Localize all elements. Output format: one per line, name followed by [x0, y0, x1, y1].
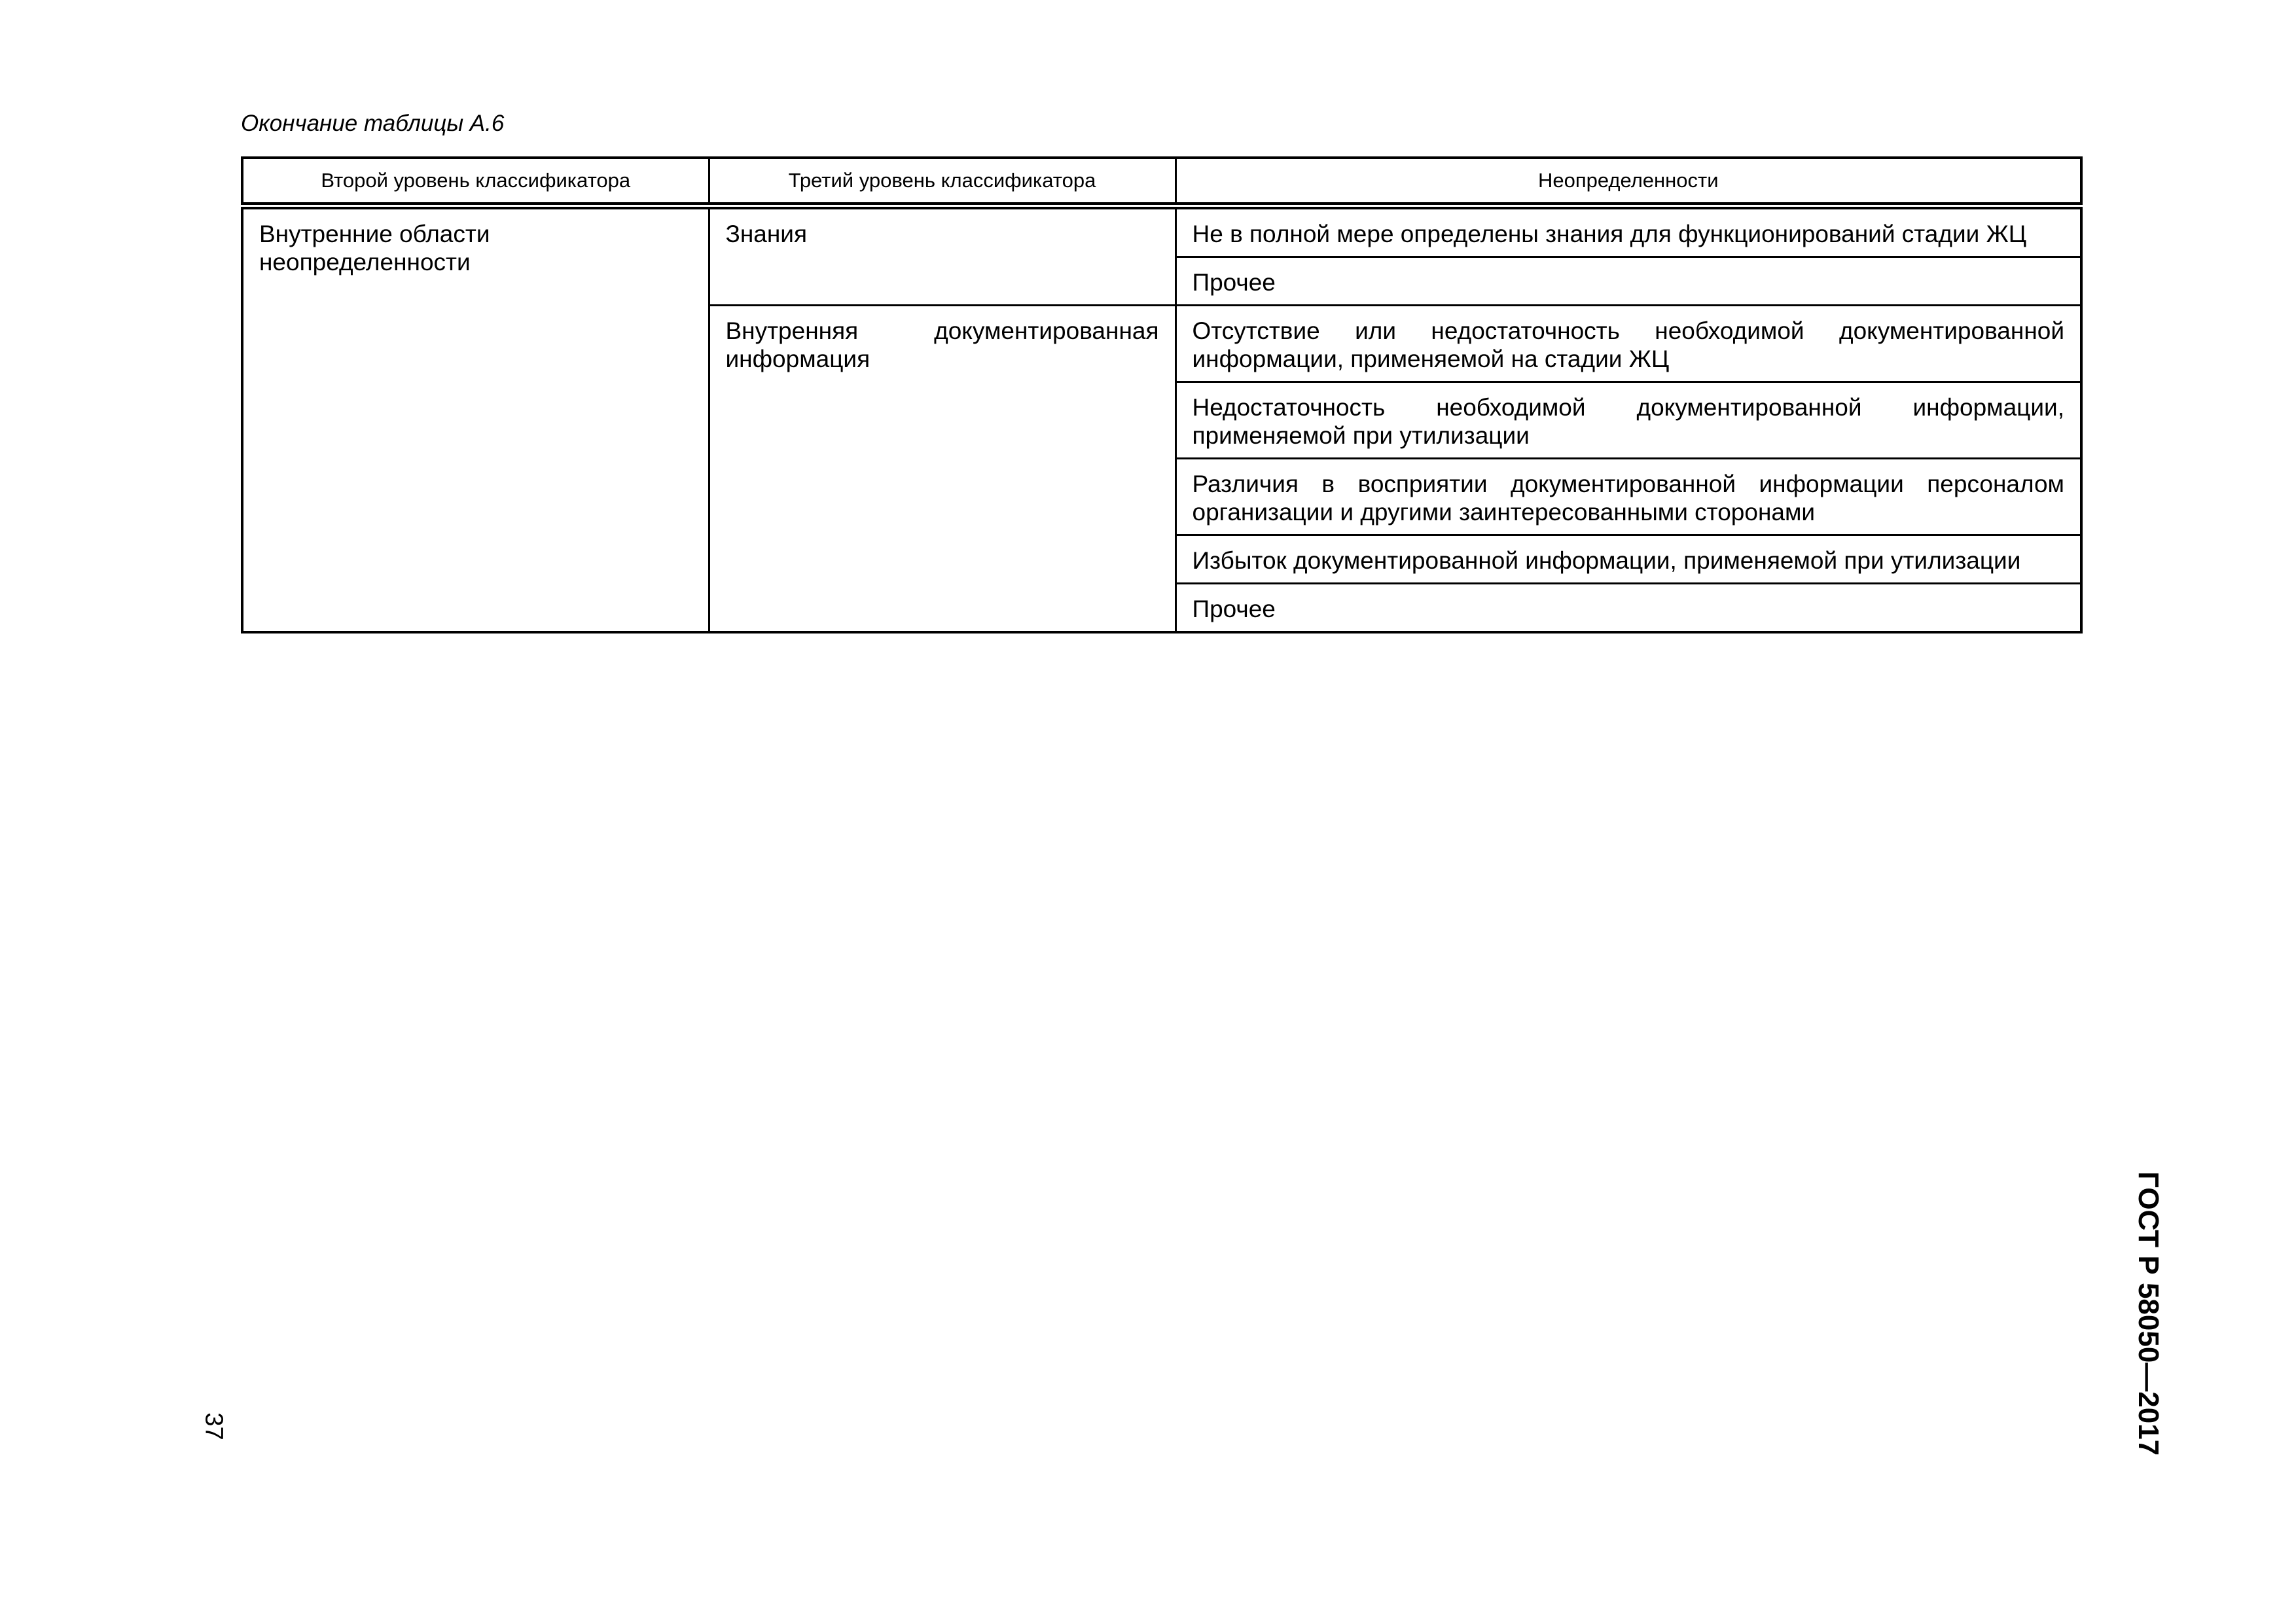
- uncertainty-cell: Недостаточность необходимой документированной информации, применяемой при утилизации: [1175, 382, 2081, 459]
- table-header-row: [242, 158, 2081, 206]
- header-uncertainties: Неопределенности: [1175, 158, 2081, 206]
- uncertainty-cell: Избыток документированной информации, применяемой при утилизации: [1175, 535, 2081, 584]
- uncertainty-cell: Отсутствие или недостаточность необходимой документированной информации, применяемой на стадии ЖЦ: [1175, 306, 2081, 382]
- classification-table: [241, 156, 2083, 633]
- table-caption: Окончание таблицы А.6: [241, 111, 505, 136]
- level2-cell: Внутренние области неопределенности: [242, 206, 709, 633]
- uncertainty-cell: Не в полной мере определены знания для функционирований стадии ЖЦ: [1175, 206, 2081, 257]
- level3-cell: Знания: [709, 206, 1175, 306]
- uncertainty-cell: Различия в восприятии документированной информации персоналом организации и другими заинтересованными сторонами: [1175, 459, 2081, 535]
- header-level2: Второй уровень классификатора: [242, 158, 709, 206]
- uncertainty-cell: Прочее: [1175, 584, 2081, 633]
- header-level3: Третий уровень классификатора: [709, 158, 1175, 206]
- uncertainty-cell: Прочее: [1175, 257, 2081, 306]
- level3-cell: Внутренняя документированная информация: [709, 306, 1175, 633]
- document-id: ГОСТ Р 58050—2017: [2132, 1171, 2164, 1456]
- table-row: [242, 206, 2081, 257]
- page-number: 37: [200, 1412, 228, 1440]
